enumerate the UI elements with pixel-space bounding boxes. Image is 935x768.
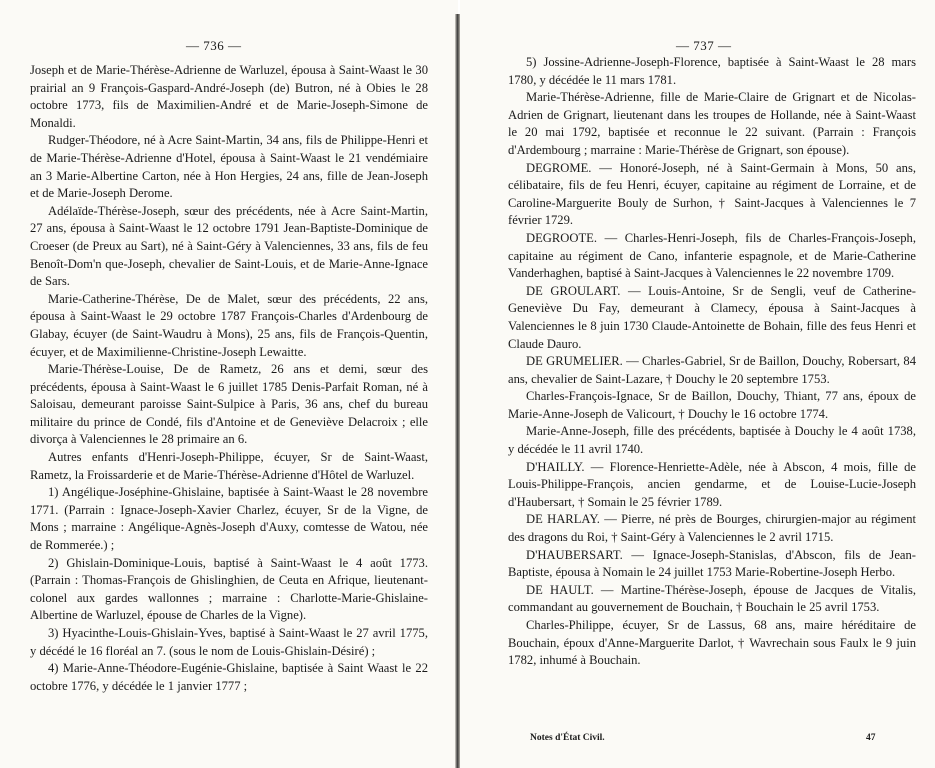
entry-de-groulart: DE GROULART. — Louis-Antoine, Sr de Sengli, veuf de Catherine-Geneviève Du Fay, demeurant à Clamecy, épousa à Saint-Jacques à Valenciennes le 8 juin 1730 Claude-Antoinette de Bohain, fille des feus Henri et Claude Dauro.: [508, 283, 916, 351]
paragraph: Charles-Philippe, écuyer, Sr de Lassus, 68 ans, maire héréditaire de Bouchain, époux d'Anne-Marguerite Darlot, † Wavrechain sous Faulx le 9 juin 1782, inhumé à Bouchain.: [508, 618, 916, 668]
list-item: 1) Angélique-Joséphine-Ghislaine, baptisée à Saint-Waast le 28 novembre 1771. (Parrain : Ignace-Joseph-Xavier Charlez, écuyer, Sr de la Vigne, de Mons ; marraine : Angélique-Agnès-Joseph d'Auxy, comtesse de Watou, née de Rommerée.) ;: [30, 485, 428, 553]
entry-degrome: DEGROME. — Honoré-Joseph, né à Saint-Germain à Mons, 50 ans, célibataire, fils de feu Henri, écuyer, capitaine au régiment de Lorraine, et de Caroline-Marguerite Bouly de Surhon, † Saint-Jacques à Valenciennes le 7 février 1729.: [508, 160, 916, 228]
paragraph: Marie-Thérèse-Louise, De de Rametz, 26 ans et demi, sœur des précédents, épousa à Saint-Waast le 6 juillet 1785 Denis-Parfait Roman, né à Saloisau, demeurant paroisse Saint-Sulpice à Paris, 36 ans, chef du bureau militaire du prince de Condé, fils d'Antoine et de Geneviève Delacroix ; elle divorça à Valenciennes le 28 primaire an 6.: [30, 362, 428, 447]
paragraph: Adélaïde-Thérèse-Joseph, sœur des précédents, née à Acre Saint-Martin, 27 ans, épousa à Saint-Waast le 12 octobre 1791 Jean-Baptiste-Dominique de Croeser (de Preux au Sart), né à Saint-Géry à Valenciennes, 33 ans, fils de feu Benoît-Dom'n que-Joseph, chevalier de Saint-Louis, et de Marie-Anne-Ignace de Sars.: [30, 203, 428, 289]
entry-degroote: DEGROOTE. — Charles-Henri-Joseph, fils de Charles-François-Joseph, capitaine au régiment de Cano, infanterie espagnole, et de Marie-Catherine Vanderhaghen, baptisé à Saint-Jacques à Valenciennes le 22 novembre 1709.: [508, 230, 916, 281]
paragraph: Marie-Catherine-Thérèse, De de Malet, sœur des précédents, 22 ans, épousa à Saint-Waast le 29 octobre 1787 François-Charles d'Ardenbourg de Glabay, écuyer (de Saint-Waudru à Mons), 25 ans, fils de François-Quentin, écuyer, et de Maximilienne-Christine-Joseph Lewaitte.: [30, 291, 428, 359]
entry-de-hault: DE HAULT. — Martine-Thérèse-Joseph, épouse de Jacques de Vitalis, commandant au gouvernement de Bouchain, † Bouchain le 25 avril 1753.: [508, 582, 916, 615]
entry-d-hailly: D'HAILLY. — Florence-Henriette-Adèle, née à Abscon, 4 mois, fille de Louis-Philippe-François, ancien gendarme, et de Louise-Lucie-Joseph d'Haubersart, † Somain le 25 février 1789.: [508, 459, 916, 509]
paragraph: Joseph et de Marie-Thérèse-Adrienne de Warluzel, épousa à Saint-Waast le 30 prairial an 9 François-Gaspard-André-Joseph (de) Butron, né à Obies le 28 octobre 1773, fils de Maximilien-André et de Marie-Joseph-Simone de Monaldi.: [30, 63, 428, 130]
list-item: 5) Jossine-Adrienne-Joseph-Florence, baptisée à Saint-Waast le 28 mars 1780, y décédée le 11 mars 1781.: [508, 55, 916, 87]
page-number-left: — 736 —: [186, 38, 242, 53]
entry-de-grumelier: DE GRUMELIER. — Charles-Gabriel, Sr de Baillon, Douchy, Robersart, 84 ans, chevalier de Saint-Lazare, † Douchy le 20 septembre 1753.: [508, 354, 916, 386]
page-number-right: — 737 —: [676, 38, 732, 53]
paragraph: Marie-Thérèse-Adrienne, fille de Marie-Claire de Grignart et de Nicolas-Adrien de Grignart, lieutenant dans les troupes de Hollande, née à Saint-Waast le 20 mai 1792, baptisée et reconnue le 22 suivant. (Parrain : François d'Ardembourg ; marraine : Marie-Thérèse de Grignart, son épouse).: [508, 90, 916, 157]
footer-title: Notes d'État Civil.: [530, 733, 605, 743]
list-item: 4) Marie-Anne-Théodore-Eugénie-Ghislaine, baptisée à Saint Waast le 22 octobre 1776, y décédée le 1 janvier 1777 ;: [30, 661, 428, 693]
list-item: 2) Ghislain-Dominique-Louis, baptisé à Saint-Waast le 4 août 1773. (Parrain : Thomas-François de Ghislinghien, de Ceuta en Afrique, lieutenant-colonel aux gardes wallonnes ; marraine : Charlotte-Marie-Ghislaine-Albertine de Warluzel, épouse de Charles de la Vigne).: [30, 555, 428, 623]
paragraph: Charles-François-Ignace, Sr de Baillon, Douchy, Thiant, 77 ans, époux de Marie-Anne-Joseph de Valicourt, † Douchy le 16 octobre 1774.: [508, 389, 916, 421]
right-page: [460, 0, 935, 768]
right-page-text: [508, 54, 916, 670]
paragraph: Rudger-Théodore, né à Acre Saint-Martin, 34 ans, fils de Philippe-Henri et de Marie-Thérèse-Adrienne d'Hotel, épousa à Saint-Waast le 21 vendémiaire an 3 Marie-Albertine Carton, née à Hon Hergies, 24 ans, fille de Jean-Joseph et de Marie-Joseph Derome.: [30, 133, 428, 201]
paragraph: Autres enfants d'Henri-Joseph-Philippe, écuyer, Sr de Saint-Waast, Rametz, la Froissarderie et de Marie-Thérèse-Adrienne d'Hôtel de Warluzel.: [30, 450, 428, 482]
paragraph: Marie-Anne-Joseph, fille des précédents, baptisée à Douchy le 4 août 1738, y décédée le 11 avril 1740.: [508, 424, 916, 457]
entry-de-harlay: DE HARLAY. — Pierre, né près de Bourges, chirurgien-major au régiment des dragons du Roi, † Saint-Géry à Valenciennes le 2 avril 1715.: [508, 512, 916, 545]
list-item: 3) Hyacinthe-Louis-Ghislain-Yves, baptisé à Saint-Waast le 27 avril 1775, y décédé le 16 floréal an 7. (sous le nom de Louis-Ghislain-Désiré) ;: [30, 626, 428, 658]
left-page-text: [30, 62, 428, 695]
left-page: [0, 0, 458, 768]
footer-signature-number: 47: [866, 733, 876, 743]
entry-d-haubersart: D'HAUBERSART. — Ignace-Joseph-Stanislas, d'Abscon, fils de Jean-Baptiste, épousa à Nomain le 24 juillet 1753 Marie-Robertine-Joseph Herbo.: [508, 547, 916, 580]
